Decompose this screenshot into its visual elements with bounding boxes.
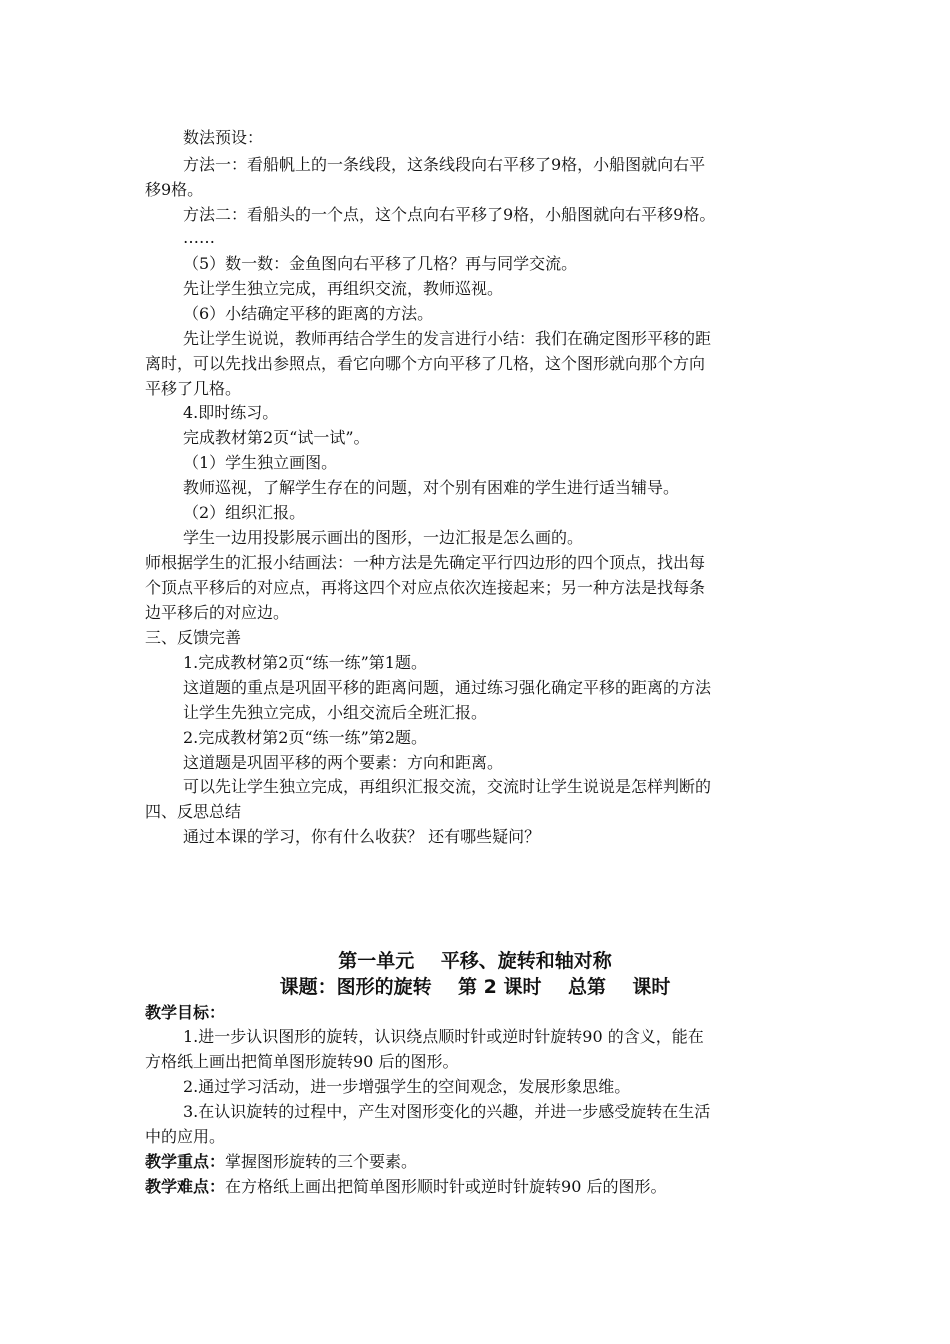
objective-line: 3.在认识旋转的过程中，产生对图形变化的兴趣，并进一步感受旋转在生活 — [183, 1102, 711, 1121]
objective-line: 中的应用。 — [145, 1127, 226, 1146]
difficulty-label: 教学难点： — [145, 1177, 226, 1196]
text-line: 方法一：看船帆上的一条线段，这条线段向右平移了9格，小船图就向右平 — [183, 155, 706, 174]
text-line: 让学生先独立完成，小组交流后全班汇报。 — [183, 703, 488, 722]
text-line: 可以先让学生独立完成，再组织汇报交流，交流时让学生说说是怎样判断的 — [183, 777, 712, 796]
difficulty-row — [145, 1175, 815, 1199]
objectives-label: 教学目标： — [145, 1003, 226, 1022]
text-line: 学生一边用投影展示画出的图形，一边汇报是怎么画的。 — [183, 528, 584, 547]
text-line: 4.即时练习。 — [183, 403, 279, 422]
text-line: （6）小结确定平移的距离的方法。 — [183, 304, 434, 323]
key-point-label: 教学重点： — [145, 1152, 226, 1171]
text-line: 离时，可以先找出参照点，看它向哪个方向平移了几格，这个图形就向那个方向 — [145, 354, 706, 373]
objective-line: 2.通过学习活动，进一步增强学生的空间观念，发展形象思维。 — [183, 1077, 631, 1096]
objective-line: 方格纸上画出把简单图形旋转90 后的图形。 — [145, 1052, 459, 1071]
text-line: 1.完成教材第2页“练一练”第1题。 — [183, 653, 427, 672]
text-line: 教师巡视，了解学生存在的问题，对个别有困难的学生进行适当辅导。 — [183, 478, 680, 497]
text-line: （5）数一数：金鱼图向右平移了几格？再与同学交流。 — [183, 254, 578, 273]
lesson-title: 课题：图形的旋转 第 2 课时 总第 课时 — [279, 976, 671, 998]
key-point-text: 掌握图形旋转的三个要素。 — [225, 1152, 418, 1171]
text-line: 边平移后的对应边。 — [145, 603, 290, 622]
key-point-row — [145, 1150, 815, 1174]
unit-title: 第一单元 平移、旋转和轴对称 — [338, 950, 612, 972]
text-line: 师根据学生的汇报小结画法：一种方法是先确定平行四边形的四个顶点，找出每 — [145, 553, 706, 572]
text-line: 移9格。 — [145, 180, 204, 199]
text-line: 完成教材第2页“试一试”。 — [183, 428, 370, 447]
section-heading: 三、反馈完善 — [145, 628, 242, 647]
text-line: （2）组织汇报。 — [183, 503, 306, 522]
text-line: 先让学生独立完成，再组织交流，教师巡视。 — [183, 279, 504, 298]
text-line: 这道题是巩固平移的两个要素：方向和距离。 — [183, 753, 504, 772]
text-line: 通过本课的学习，你有什么收获？ 还有哪些疑问？ — [183, 827, 541, 846]
text-line: 这道题的重点是巩固平移的距离问题，通过练习强化确定平移的距离的方法 — [183, 678, 712, 697]
text-line: 数法预设： — [183, 128, 264, 147]
text-line: 方法二：看船头的一个点，这个点向右平移了9格，小船图就向右平移9格。 — [183, 205, 716, 224]
section-heading: 四、反思总结 — [145, 802, 242, 821]
text-line: （1）学生独立画图。 — [183, 453, 338, 472]
objective-line: 1.进一步认识图形的旋转，认识绕点顺时针或逆时针旋转90 的含义，能在 — [183, 1027, 704, 1046]
text-line: …… — [183, 228, 215, 247]
difficulty-text: 在方格纸上画出把简单图形顺时针或逆时针旋转90 后的图形。 — [225, 1177, 667, 1196]
text-line: 2.完成教材第2页“练一练”第2题。 — [183, 728, 427, 747]
text-line: 个顶点平移后的对应点，再将这四个对应点依次连接起来；另一种方法是找每条 — [145, 578, 706, 597]
text-line: 先让学生说说，教师再结合学生的发言进行小结：我们在确定图形平移的距 — [183, 329, 712, 348]
text-line: 平移了几格。 — [145, 379, 242, 398]
